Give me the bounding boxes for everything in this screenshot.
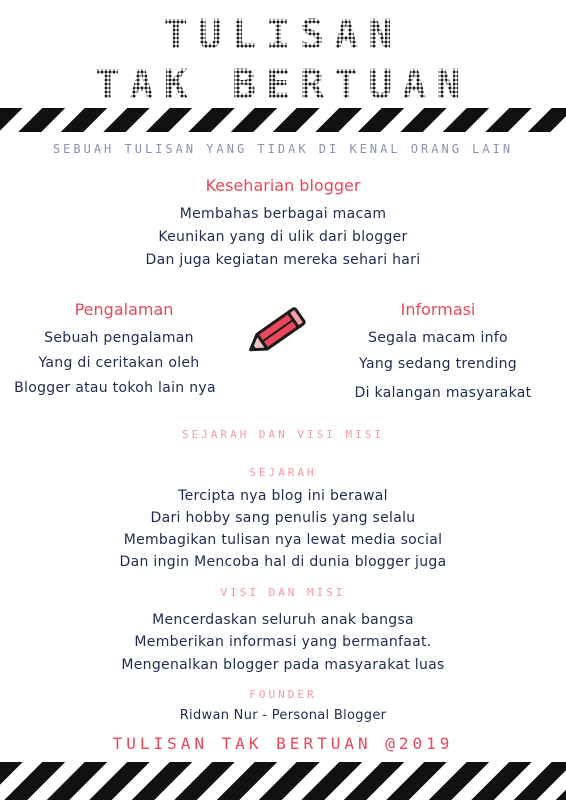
sejarah-visi-misi-heading: SEJARAH DAN VISI MISI (181, 428, 385, 441)
keseharian-title: Keseharian blogger (205, 176, 361, 195)
page-title-2 (0, 62, 566, 108)
informasi-line-1: Segala macam info (368, 330, 508, 346)
founder-name: Ridwan Nur - Personal Blogger (179, 708, 387, 723)
top-stripe-divider (0, 108, 566, 132)
pengalaman-title: Pengalaman (74, 300, 174, 319)
visi-misi-line-3: Mengenalkan blogger pada masyarakat luas (121, 657, 445, 673)
sejarah-heading: SEJARAH (249, 466, 317, 479)
founder-heading: FOUNDER (249, 688, 317, 701)
pencil-icon (238, 298, 318, 368)
keseharian-line-2: Keunikan yang di ulik dari blogger (158, 229, 408, 245)
sejarah-line-2: Dari hobby sang penulis yang selalu (150, 510, 416, 526)
pengalaman-line-2: Yang di ceritakan oleh (38, 355, 200, 371)
visi-misi-line-1: Mencerdaskan seluruh anak bangsa (152, 612, 414, 628)
bottom-stripe-divider (0, 762, 566, 800)
footer-copyright: TULISAN TAK BERTUAN @2019 (112, 734, 454, 753)
visi-misi-line-2: Memberikan informasi yang bermanfaat. (134, 634, 432, 650)
title-line-1: TULISAN (163, 12, 403, 58)
page-title (0, 12, 566, 58)
informasi-line-3: Di kalangan masyarakat (354, 385, 532, 401)
title-line-2: TAK BERTUAN (95, 62, 471, 108)
keseharian-line-1: Membahas berbagai macam (179, 206, 387, 222)
pengalaman-line-1: Sebuah pengalaman (44, 330, 194, 346)
sejarah-line-4: Dan ingin Mencoba hal di dunia blogger juga (119, 554, 447, 570)
informasi-line-2: Yang sedang trending (359, 356, 517, 372)
informasi-title: Informasi (400, 300, 476, 319)
visi-misi-heading: VISI DAN MISI (220, 586, 346, 599)
keseharian-line-3: Dan juga kegiatan mereka sehari hari (145, 252, 421, 268)
sejarah-line-3: Membagikan tulisan nya lewat media social (123, 532, 443, 548)
sejarah-line-1: Tercipta nya blog ini berawal (178, 488, 388, 504)
pengalaman-line-3: Blogger atau tokoh lain nya (14, 380, 216, 396)
subtitle: SEBUAH TULISAN YANG TIDAK DI KENAL ORANG LAIN (52, 142, 514, 156)
